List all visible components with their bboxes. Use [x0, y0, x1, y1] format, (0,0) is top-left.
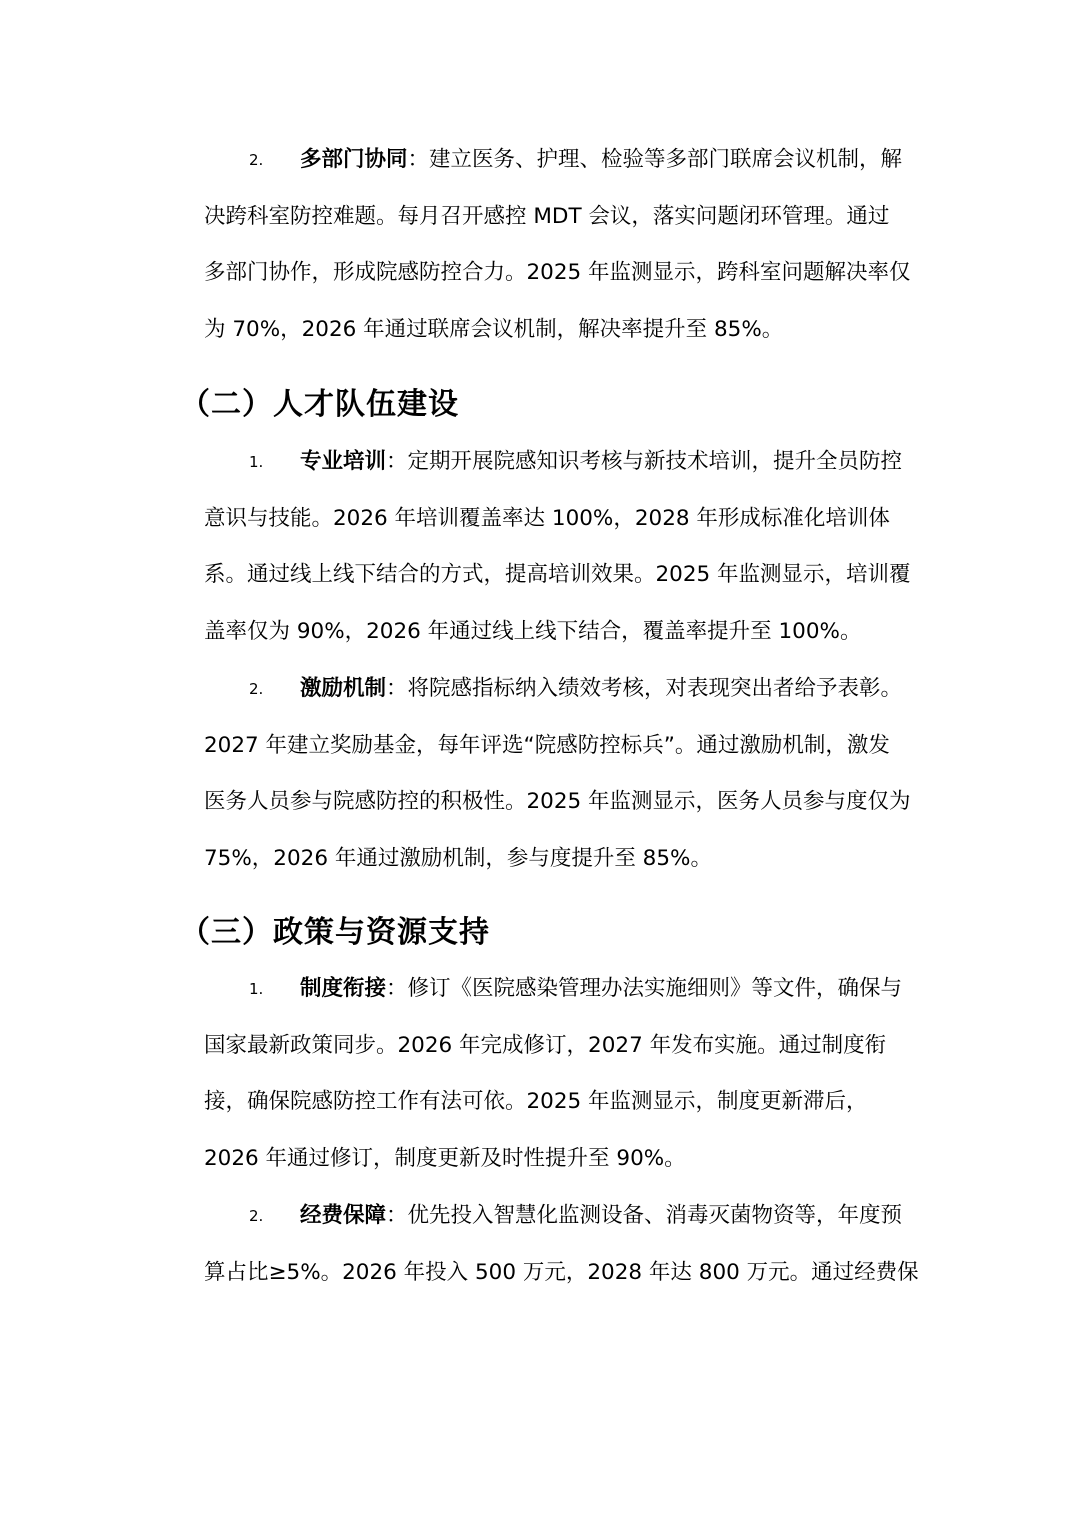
item-text-line: ：修订《医院感染管理办法实施细则》等文件，确保与	[386, 976, 903, 1001]
list-item	[204, 434, 934, 660]
item-text-line: ：建立医务、护理、检验等多部门联席会议机制，解	[407, 147, 903, 172]
list-item	[204, 661, 934, 887]
section-heading: （二）人才队伍建设	[180, 387, 459, 422]
item-text-line: 为 70%，2026 年通过联席会议机制，解决率提升至 85%。	[204, 316, 784, 342]
item-label: 多部门协同	[300, 147, 408, 172]
item-text-line: 2026 年通过修订，制度更新及时性提升至 90%。	[204, 1145, 686, 1171]
item-number: 1.	[249, 453, 264, 471]
item-text-line: 盖率仅为 90%，2026 年通过线上线下结合，覆盖率提升至 100%。	[204, 618, 862, 644]
item-number: 2.	[249, 151, 264, 169]
item-text-line: ：将院感指标纳入绩效考核，对表现突出者给予表彰。	[386, 676, 903, 701]
list-item	[204, 132, 934, 358]
item-label: 经费保障	[300, 1203, 387, 1228]
item-text-line: 75%，2026 年通过激励机制，参与度提升至 85%。	[204, 845, 712, 871]
item-text-line: 多部门协作，形成院感防控合力。2025 年监测显示，跨科室问题解决率仅	[204, 260, 911, 286]
section-heading: （三）政策与资源支持	[180, 915, 490, 950]
item-number: 2.	[249, 680, 264, 698]
item-text-line: 医务人员参与院感防控的积极性。2025 年监测显示，医务人员参与度仅为	[204, 789, 911, 815]
item-label: 专业培训	[300, 449, 387, 474]
item-text-line: 算占比≥5%。2026 年投入 500 万元，2028 年达 800 万元。通过经费保	[204, 1259, 919, 1285]
list-item	[204, 1188, 934, 1301]
list-item	[204, 961, 934, 1187]
item-text-line: 意识与技能。2026 年培训覆盖率达 100%，2028 年形成标准化培训体	[204, 505, 890, 531]
item-text-line: 国家最新政策同步。2026 年完成修订，2027 年发布实施。通过制度衔	[204, 1032, 887, 1058]
item-number: 2.	[249, 1207, 264, 1225]
item-label: 制度衔接	[300, 976, 387, 1001]
item-text-line: ：定期开展院感知识考核与新技术培训，提升全员防控	[386, 449, 903, 474]
item-label: 激励机制	[300, 676, 387, 701]
item-text-line: 2027 年建立奖励基金，每年评选“院感防控标兵”。通过激励机制，激发	[204, 732, 890, 758]
item-text-line: 系。通过线上线下结合的方式，提高培训效果。2025 年监测显示，培训覆	[204, 562, 911, 588]
item-text-line: ：优先投入智慧化监测设备、消毒灭菌物资等，年度预	[386, 1203, 903, 1228]
item-text-line: 决跨科室防控难题。每月召开感控 MDT 会议，落实问题闭环管理。通过	[204, 203, 890, 229]
item-text-line: 接，确保院感防控工作有法可依。2025 年监测显示，制度更新滞后，	[204, 1089, 868, 1115]
item-number: 1.	[249, 980, 264, 998]
